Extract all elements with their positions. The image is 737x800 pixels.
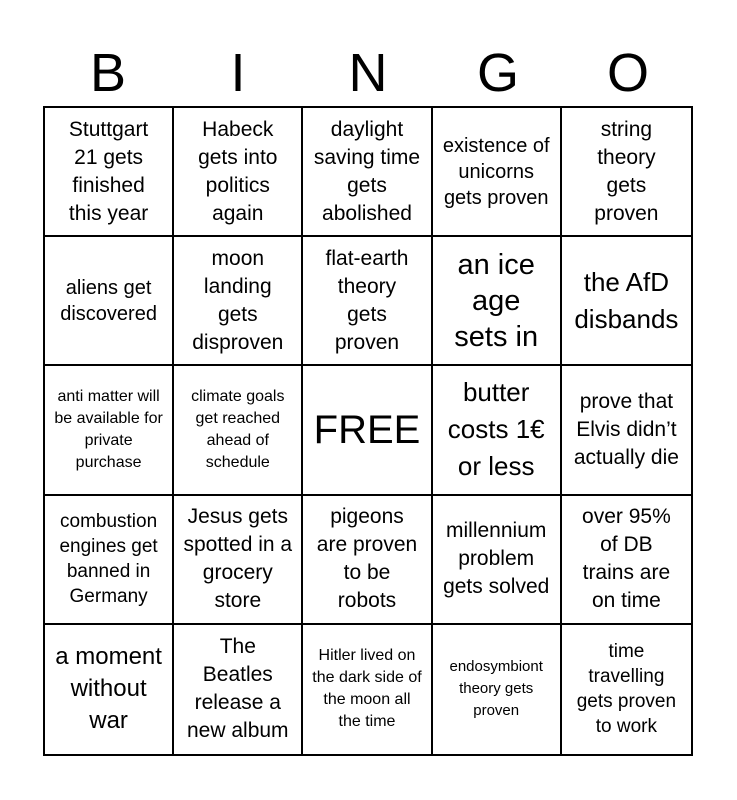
cell-text: The Beatles release a new album (187, 635, 289, 743)
bingo-header (43, 42, 693, 104)
cell-text: butter costs 1€ or less (447, 377, 545, 482)
header-letter-b: B (89, 43, 127, 103)
cell-text: aliens get discovered (60, 276, 157, 325)
bingo-cell[interactable] (45, 366, 174, 495)
bingo-cell[interactable] (433, 366, 562, 495)
bingo-cell[interactable] (174, 496, 303, 625)
bingo-cell[interactable] (433, 108, 562, 237)
cell-text: FREE (313, 407, 421, 452)
bingo-cell[interactable] (303, 625, 432, 754)
bingo-cell[interactable] (45, 108, 174, 237)
cell-text: prove that Elvis didn’t actually die (573, 389, 679, 469)
bingo-cell[interactable] (562, 496, 691, 625)
bingo-cell[interactable] (174, 625, 303, 754)
bingo-board (43, 106, 693, 756)
cell-text: the AfD disbands (574, 266, 679, 334)
cell-text: endosymbiont theory gets proven (449, 658, 543, 720)
bingo-cell[interactable] (174, 366, 303, 495)
bingo-cell[interactable] (433, 237, 562, 366)
bingo-cell[interactable] (433, 496, 562, 625)
cell-text: time travelling gets proven to work (576, 641, 677, 738)
cell-text: climate goals get reached ahead of schedule (191, 387, 285, 471)
bingo-cell[interactable] (303, 237, 432, 366)
cell-text: millennium problem gets solved (443, 519, 550, 599)
bingo-cell[interactable] (45, 496, 174, 625)
bingo-cell[interactable] (562, 237, 691, 366)
cell-text: pigeons are proven to be robots (316, 505, 418, 613)
bingo-cell[interactable] (562, 108, 691, 237)
bingo-cell[interactable] (562, 625, 691, 754)
cell-text: a moment without war (55, 643, 162, 735)
bingo-cell[interactable] (174, 108, 303, 237)
cell-text: flat-earth theory gets proven (325, 246, 409, 354)
header-letter-o: O (606, 43, 649, 103)
cell-text: Stuttgart 21 gets finished this year (68, 117, 149, 225)
header-letter-g: G (476, 43, 519, 103)
bingo-cell[interactable] (433, 625, 562, 754)
bingo-cell[interactable] (45, 625, 174, 754)
bingo-cell[interactable] (303, 108, 432, 237)
cell-text: existence of unicorns gets proven (442, 134, 550, 209)
bingo-cell[interactable] (562, 366, 691, 495)
cell-text: over 95% of DB trains are on time (582, 505, 671, 613)
cell-text: Habeck gets into politics again (198, 117, 278, 225)
bingo-cell[interactable] (303, 496, 432, 625)
cell-text: Jesus gets spotted in a grocery store (183, 505, 293, 613)
cell-text: an ice age sets in (454, 248, 539, 353)
cell-text: anti matter will be available for private purchase (54, 387, 163, 471)
cell-text: daylight saving time gets abolished (313, 117, 421, 225)
free-cell[interactable] (303, 366, 432, 495)
cell-text: Hitler lived on the dark side of the moon all the time (312, 647, 422, 731)
header-letter-i: I (230, 43, 246, 103)
cell-text: string theory gets proven (594, 117, 659, 225)
bingo-cell[interactable] (174, 237, 303, 366)
cell-text: moon landing gets disproven (192, 246, 284, 354)
header-letter-n: N (348, 43, 388, 103)
bingo-cell[interactable] (45, 237, 174, 366)
cell-text: combustion engines get banned in Germany (59, 511, 158, 608)
